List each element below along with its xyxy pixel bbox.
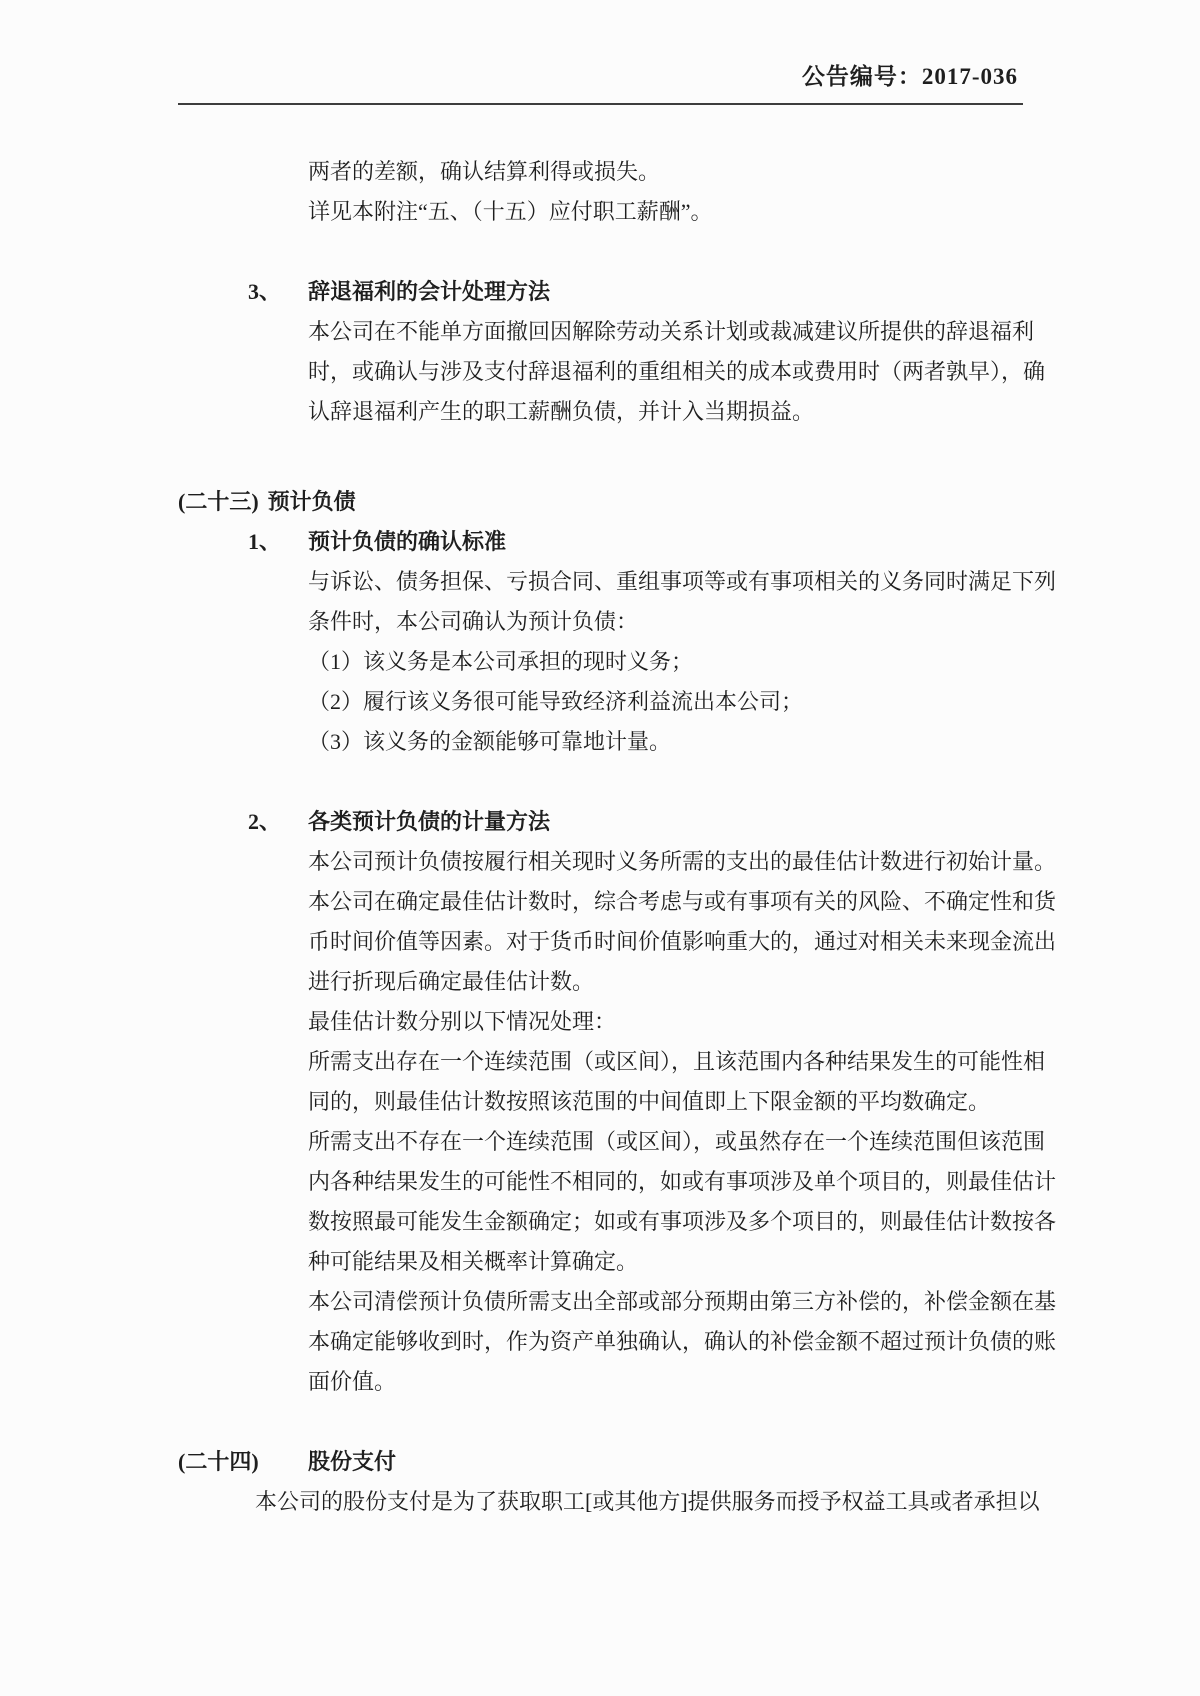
section-heading [178,1442,1024,1482]
text-line: 本确定能够收到时，作为资产单独确认，确认的补偿金额不超过预计负债的账 [308,1329,1057,1354]
heading-number: (二十三) [178,489,259,514]
heading-title: 预计负债 [267,489,356,514]
heading-title: 股份支付 [308,1449,397,1474]
text-line: 时，或确认与涉及支付辞退福利的重组相关的成本或费用时（两者孰早），确 [308,359,1046,384]
text-line: 所需支出存在一个连续范围（或区间），且该范围内各种结果发生的可能性相 [308,1049,1046,1074]
heading-number: 3、 [248,279,282,304]
text-line: 数按照最可能发生金额确定；如或有事项涉及多个项目的，则最佳估计数按各 [308,1209,1057,1234]
document-body [178,152,1057,1522]
text-line: 本公司在确定最佳估计数时，综合考虑与或有事项有关的风险、不确定性和货 [308,889,1057,914]
text-line: 最佳估计数分别以下情况处理： [308,1009,617,1034]
paragraph [178,842,1057,1402]
text-line: 币时间价值等因素。对于货币时间价值影响重大的，通过对相关未来现金流出 [308,929,1057,954]
text-line: 内各种结果发生的可能性不相同的，如或有事项涉及单个项目的，则最佳估计 [308,1169,1057,1194]
numbered-heading [178,802,1024,842]
heading-number: 2、 [248,809,282,834]
text-line: 本公司在不能单方面撤回因解除劳动关系计划或裁减建议所提供的辞退福利 [308,319,1035,344]
text-line: 种可能结果及相关概率计算确定。 [308,1249,639,1274]
text-line: 详见本附注“五、（十五）应付职工薪酬”。 [308,199,713,224]
text-line: 所需支出不存在一个连续范围（或区间），或虽然存在一个连续范围但该范围 [308,1129,1046,1154]
paragraph [178,562,1057,642]
paragraph [178,152,1024,232]
text-line: （2）履行该义务很可能导致经济利益流出本公司； [308,689,804,714]
header-divider [178,103,1023,105]
text-line: 进行折现后确定最佳估计数。 [308,969,595,994]
text-line: 本公司清偿预计负债所需支出全部或部分预期由第三方补偿的，补偿金额在基 [308,1289,1057,1314]
text-line: 同的，则最佳估计数按照该范围的中间值即上下限金额的平均数确定。 [308,1089,991,1114]
heading-number: (二十四) [178,1449,259,1474]
text-line: 本公司的股份支付是为了获取职工[或其他方]提供服务而授予权益工具或者承担以 [255,1489,1040,1514]
heading-title: 预计负债的确认标准 [308,529,507,554]
heading-number: 1、 [248,529,282,554]
text-line: （3）该义务的金额能够可靠地计量。 [308,729,672,754]
announcement-number: 公告编号：2017-036 [801,64,1018,89]
text-line: 两者的差额，确认结算利得或损失。 [308,159,661,184]
paragraph [178,1482,1040,1522]
heading-title: 各类预计负债的计量方法 [308,809,551,834]
section-heading [178,482,1024,522]
heading-title: 辞退福利的会计处理方法 [308,279,551,304]
paragraph [178,642,1024,762]
text-line: 认辞退福利产生的职工薪酬负债，并计入当期损益。 [308,399,815,424]
numbered-heading [178,522,1024,562]
text-line: 条件时，本公司确认为预计负债： [308,609,639,634]
text-line: （1）该义务是本公司承担的现时义务； [308,649,694,674]
paragraph [178,312,1046,432]
numbered-heading [178,272,1024,312]
text-line: 面价值。 [308,1369,397,1394]
text-line: 本公司预计负债按履行相关现时义务所需的支出的最佳估计数进行初始计量。 [308,849,1057,874]
text-line: 与诉讼、债务担保、亏损合同、重组事项等或有事项相关的义务同时满足下列 [308,569,1057,594]
